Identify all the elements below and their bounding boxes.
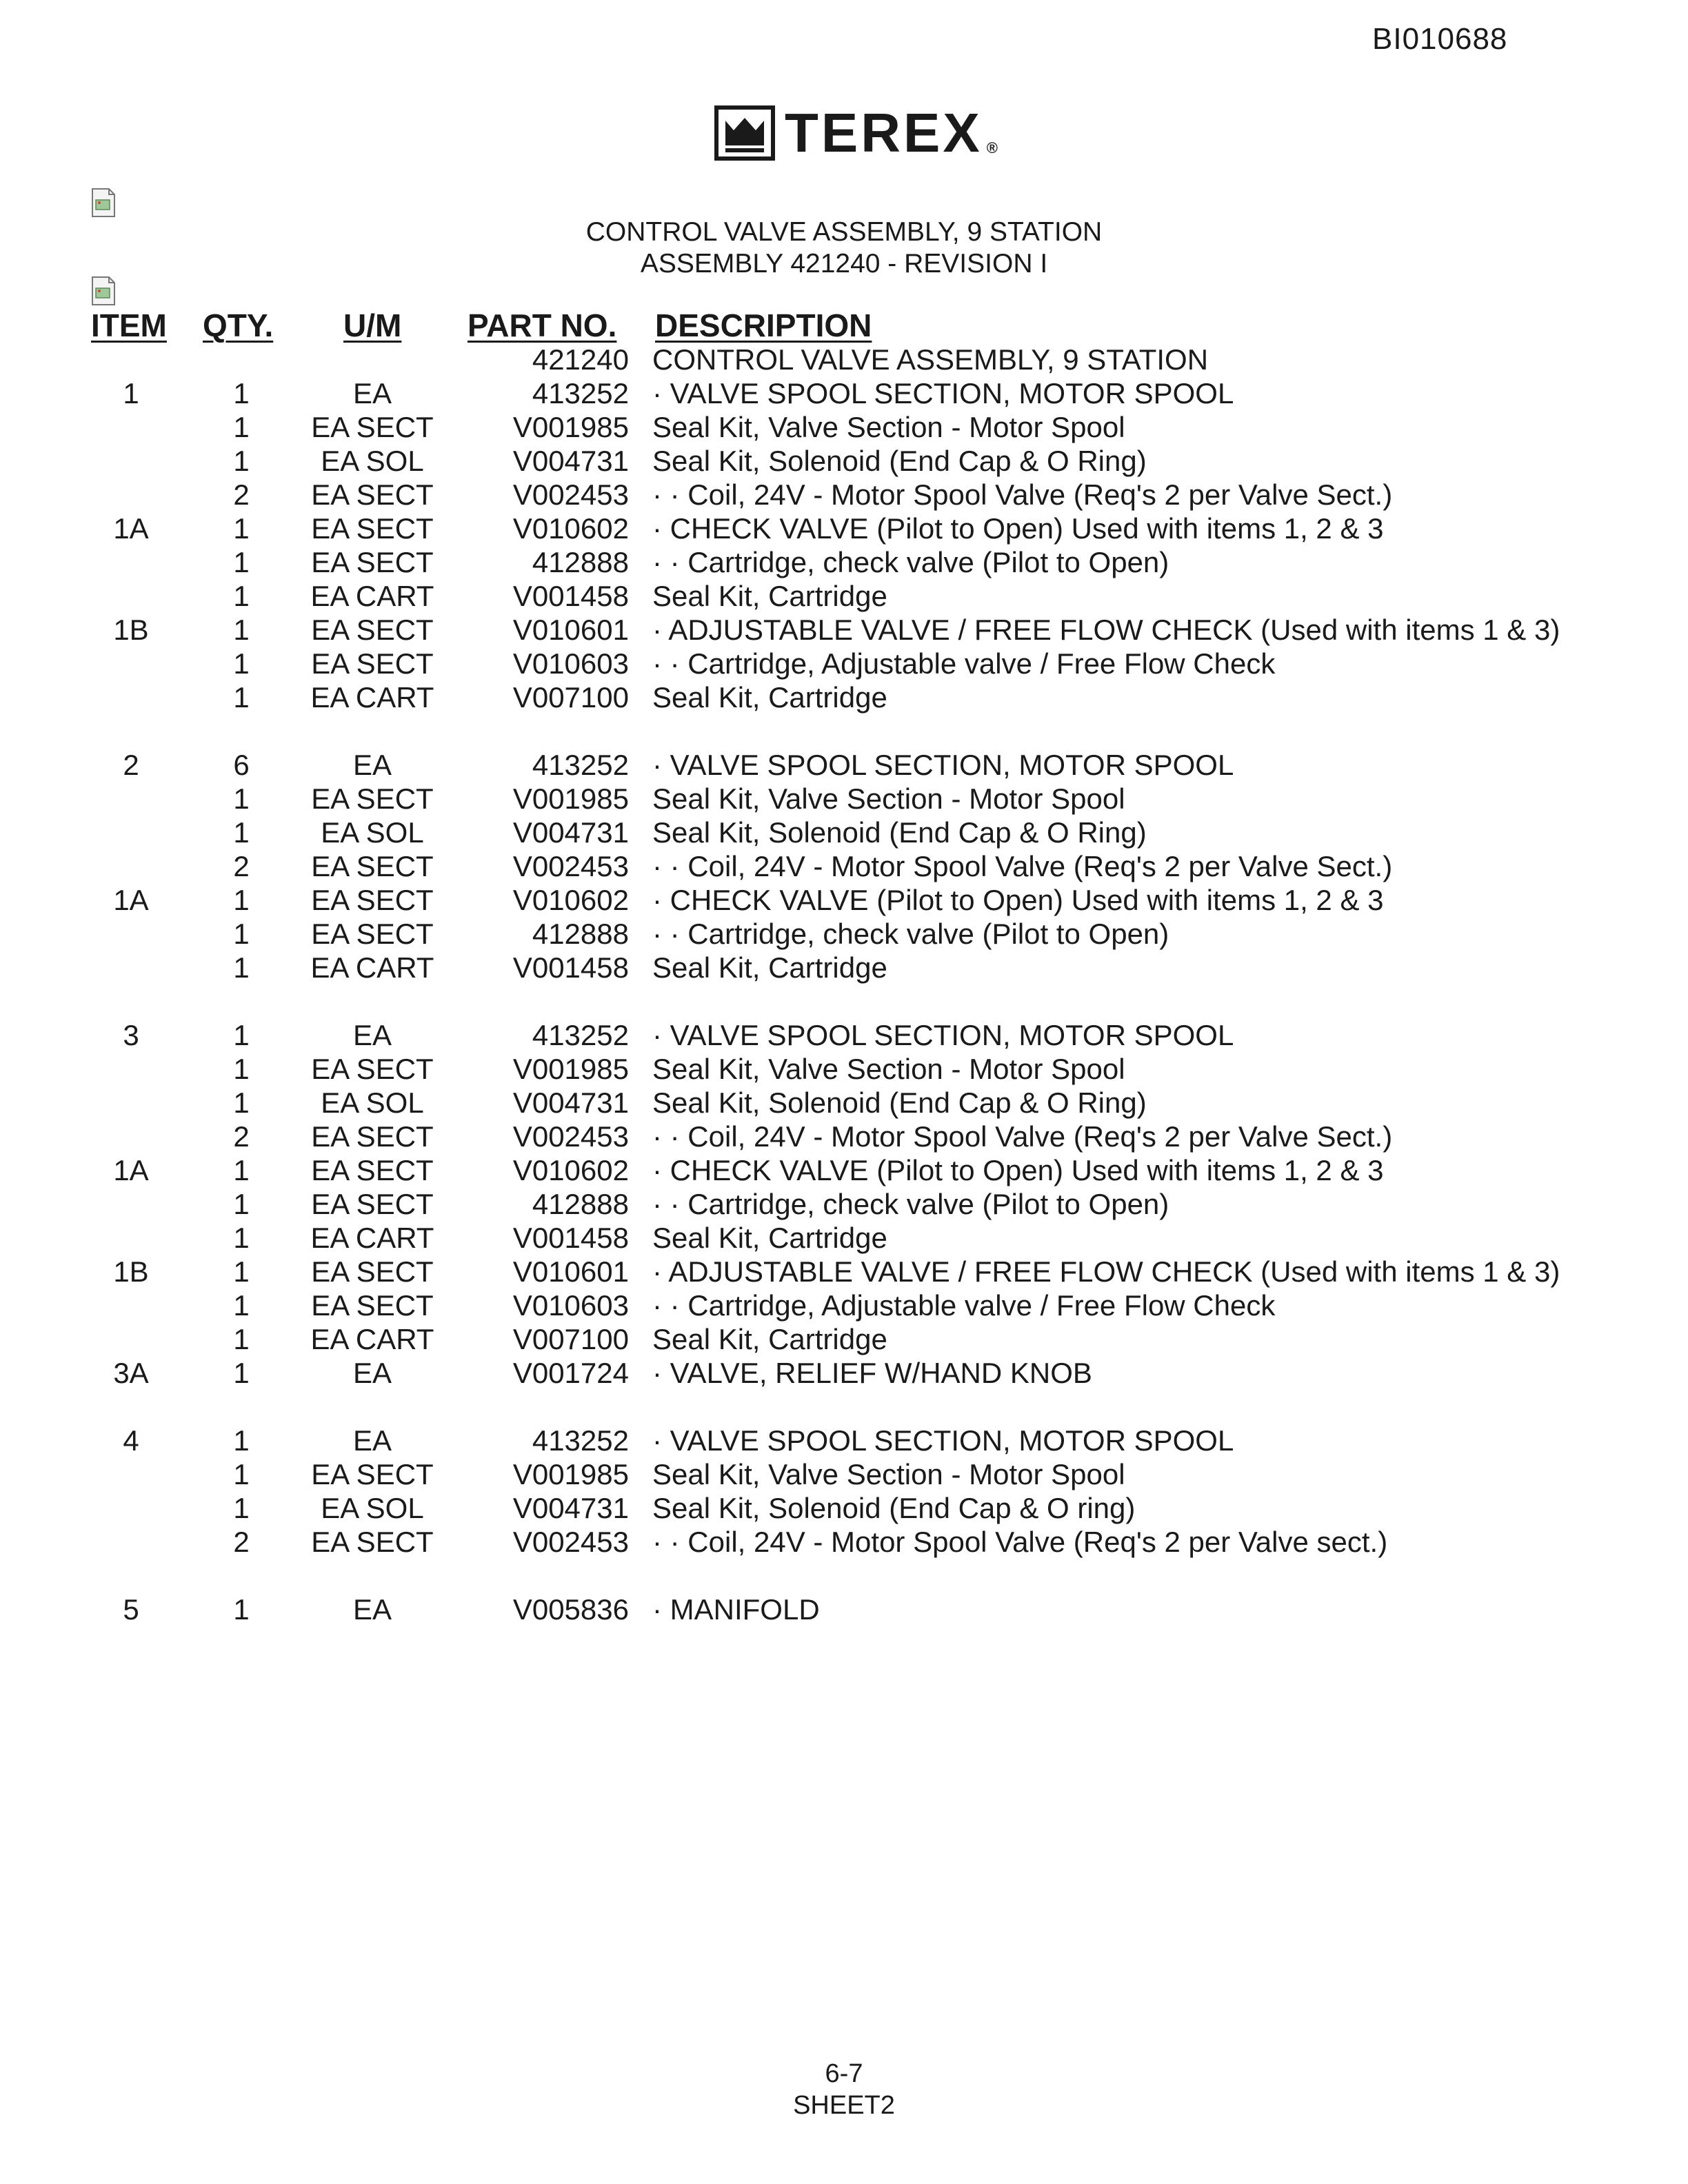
description-cell: · VALVE, RELIEF W/HAND KNOB (652, 1357, 1092, 1389)
qty-cell: 2 (233, 1526, 250, 1558)
table-row (0, 680, 1688, 714)
table-row (0, 1221, 1688, 1255)
um-cell: EA SECT (311, 782, 434, 815)
qty-cell: 1 (233, 1222, 250, 1254)
um-cell: EA (352, 1357, 392, 1389)
um-cell: EA SOL (321, 1492, 424, 1524)
part-no-cell: 412888 (532, 1188, 629, 1220)
um-cell: EA CART (310, 951, 434, 984)
description-cell: · VALVE SPOOL SECTION, MOTOR SPOOL (652, 1424, 1234, 1457)
table-row (0, 1356, 1688, 1390)
document-id: BI010688 (1372, 22, 1508, 56)
description-cell: Seal Kit, Cartridge (652, 681, 887, 714)
qty-cell: 1 (233, 411, 250, 443)
um-cell: EA (352, 1424, 392, 1457)
item-cell: 1A (113, 884, 149, 916)
um-cell: EA SECT (311, 614, 434, 646)
part-no-cell: V001985 (512, 1458, 629, 1490)
part-no-cell: V002453 (512, 1120, 629, 1153)
qty-cell: 2 (233, 478, 250, 511)
logo-text: TEREX (785, 102, 983, 163)
item-cell: 1B (113, 614, 149, 646)
header-item: ITEM (91, 307, 167, 343)
description-cell: · · Cartridge, check valve (Pilot to Open) (652, 546, 1169, 578)
um-cell: EA CART (310, 1222, 434, 1254)
um-cell: EA SOL (321, 445, 424, 477)
part-no-cell: V004731 (512, 1086, 629, 1119)
um-cell: EA SECT (311, 1255, 434, 1288)
qty-cell: 1 (233, 816, 250, 849)
part-no-cell: V007100 (512, 681, 629, 714)
um-cell: EA (352, 377, 392, 410)
item-cell: 3 (123, 1019, 139, 1051)
description-cell: · · Cartridge, check valve (Pilot to Open) (652, 1188, 1169, 1220)
qty-cell: 1 (233, 951, 250, 984)
qty-cell: 1 (233, 1357, 250, 1389)
qty-cell: 1 (233, 377, 250, 410)
header-description: DESCRIPTION (655, 307, 872, 343)
description-cell: · · Cartridge, Adjustable valve / Free Flow Check (652, 1289, 1276, 1322)
um-cell: EA SECT (311, 918, 434, 950)
part-no-cell: 413252 (532, 1424, 629, 1457)
description-cell: · · Cartridge, Adjustable valve / Free Flow Check (652, 647, 1276, 680)
table-row (0, 1052, 1688, 1086)
table-row (0, 1288, 1688, 1322)
part-no-cell: V001985 (512, 782, 629, 815)
item-cell: 2 (123, 749, 139, 781)
part-no-cell: V010603 (512, 647, 629, 680)
part-no-cell: V001724 (512, 1357, 629, 1389)
table-row (0, 1424, 1688, 1457)
description-cell: Seal Kit, Valve Section - Motor Spool (652, 411, 1125, 443)
qty-cell: 1 (233, 1424, 250, 1457)
part-no-cell: V010601 (512, 1255, 629, 1288)
description-cell: Seal Kit, Valve Section - Motor Spool (652, 1458, 1125, 1490)
page-number: 6-7 (825, 2059, 863, 2088)
qty-cell: 1 (233, 1289, 250, 1322)
description-cell: Seal Kit, Valve Section - Motor Spool (652, 1053, 1125, 1085)
description-cell: Seal Kit, Solenoid (End Cap & O ring) (652, 1492, 1136, 1524)
um-cell: EA SECT (311, 1289, 434, 1322)
table-row (0, 1187, 1688, 1221)
title-line-2: ASSEMBLY 421240 - REVISION I (640, 249, 1048, 279)
description-cell: Seal Kit, Cartridge (652, 580, 887, 612)
sheet-label: SHEET2 (793, 2091, 895, 2120)
table-row (0, 917, 1688, 951)
description-cell: · VALVE SPOOL SECTION, MOTOR SPOOL (652, 1019, 1234, 1051)
description-cell: · · Coil, 24V - Motor Spool Valve (Req's 2 per Valve Sect.) (652, 1120, 1393, 1153)
um-cell: EA SOL (321, 816, 424, 849)
qty-cell: 1 (233, 1053, 250, 1085)
table-row (0, 410, 1688, 444)
broken-image-icon (90, 276, 117, 306)
part-no-cell: 413252 (532, 749, 629, 781)
description-cell: Seal Kit, Solenoid (End Cap & O Ring) (652, 816, 1147, 849)
part-no-cell: V005836 (512, 1593, 629, 1626)
qty-cell: 1 (233, 445, 250, 477)
part-no-cell: V004731 (512, 816, 629, 849)
group-spacer (0, 714, 1688, 748)
description-cell: · · Coil, 24V - Motor Spool Valve (Req's 2 per Valve sect.) (652, 1526, 1388, 1558)
qty-cell: 1 (233, 1458, 250, 1490)
description-cell: Seal Kit, Solenoid (End Cap & O Ring) (652, 1086, 1147, 1119)
um-cell: EA SECT (311, 546, 434, 578)
qty-cell: 1 (233, 512, 250, 545)
item-cell: 1A (113, 1154, 149, 1186)
qty-cell: 1 (233, 1154, 250, 1186)
table-row (0, 376, 1688, 410)
header-part-no: PART NO. (468, 307, 617, 343)
description-cell: Seal Kit, Cartridge (652, 1222, 887, 1254)
um-cell: EA CART (310, 580, 434, 612)
table-row (0, 1086, 1688, 1120)
table-row (0, 849, 1688, 883)
qty-cell: 1 (233, 546, 250, 578)
qty-cell: 1 (233, 1323, 250, 1355)
table-row (0, 1457, 1688, 1491)
part-no-cell: V001458 (512, 1222, 629, 1254)
description-cell: · MANIFOLD (652, 1593, 820, 1626)
qty-cell: 1 (233, 614, 250, 646)
um-cell: EA SECT (311, 1458, 434, 1490)
part-no-cell: V007100 (512, 1323, 629, 1355)
part-no-cell: V010602 (512, 884, 629, 916)
table-row (0, 816, 1688, 849)
qty-cell: 1 (233, 647, 250, 680)
table-row (0, 951, 1688, 984)
header-um: U/M (343, 307, 402, 343)
registered-mark: ® (986, 139, 998, 156)
group-spacer (0, 984, 1688, 1018)
table-row (0, 782, 1688, 816)
um-cell: EA CART (310, 681, 434, 714)
um-cell: EA CART (310, 1323, 434, 1355)
table-row (0, 545, 1688, 579)
part-no-cell: V002453 (512, 1526, 629, 1558)
table-row (0, 444, 1688, 478)
qty-cell: 1 (233, 782, 250, 815)
item-cell: 1B (113, 1255, 149, 1288)
table-row (0, 647, 1688, 680)
terex-crown-logo-icon (714, 105, 775, 161)
item-cell: 5 (123, 1593, 139, 1626)
table-row (0, 1255, 1688, 1288)
table-row (0, 512, 1688, 545)
qty-cell: 1 (233, 918, 250, 950)
description-cell: · CHECK VALVE (Pilot to Open) Used with items 1, 2 & 3 (652, 512, 1384, 545)
um-cell: EA SECT (311, 478, 434, 511)
description-cell: CONTROL VALVE ASSEMBLY, 9 STATION (652, 343, 1209, 376)
part-no-cell: V001985 (512, 1053, 629, 1085)
document-title (0, 216, 1688, 280)
qty-cell: 1 (233, 1086, 250, 1119)
um-cell: EA SECT (311, 411, 434, 443)
table-row (0, 343, 1688, 376)
um-cell: EA SECT (311, 850, 434, 882)
item-cell: 4 (123, 1424, 139, 1457)
um-cell: EA SECT (311, 1154, 434, 1186)
title-line-1: CONTROL VALVE ASSEMBLY, 9 STATION (585, 217, 1103, 247)
description-cell: · · Cartridge, check valve (Pilot to Open) (652, 918, 1169, 950)
table-row (0, 883, 1688, 917)
table-row (0, 1593, 1688, 1626)
part-no-cell: V010601 (512, 614, 629, 646)
qty-cell: 1 (233, 1019, 250, 1051)
qty-cell: 1 (233, 1492, 250, 1524)
description-cell: · CHECK VALVE (Pilot to Open) Used with items 1, 2 & 3 (652, 1154, 1384, 1186)
table-row (0, 1491, 1688, 1525)
table-row (0, 748, 1688, 782)
table-row (0, 1322, 1688, 1356)
part-no-cell: V004731 (512, 445, 629, 477)
description-cell: Seal Kit, Solenoid (End Cap & O Ring) (652, 445, 1147, 477)
broken-image-icon (90, 188, 117, 218)
group-spacer (0, 1559, 1688, 1593)
qty-cell: 1 (233, 681, 250, 714)
table-row (0, 1018, 1688, 1052)
part-no-cell: 412888 (532, 918, 629, 950)
um-cell: EA (352, 749, 392, 781)
table-row (0, 1153, 1688, 1187)
um-cell: EA SECT (311, 884, 434, 916)
header-qty: QTY. (203, 307, 274, 343)
description-cell: · ADJUSTABLE VALVE / FREE FLOW CHECK (Used with items 1 & 3) (652, 1255, 1560, 1288)
part-no-cell: 413252 (532, 377, 629, 410)
um-cell: EA SECT (311, 1188, 434, 1220)
part-no-cell: V002453 (512, 850, 629, 882)
table-row (0, 1525, 1688, 1559)
group-spacer (0, 1390, 1688, 1424)
item-cell: 3A (113, 1357, 149, 1389)
item-cell: 1 (123, 377, 139, 410)
part-no-cell: V001458 (512, 580, 629, 612)
part-no-cell: V002453 (512, 478, 629, 511)
qty-cell: 2 (233, 850, 250, 882)
um-cell: EA SECT (311, 647, 434, 680)
description-cell: Seal Kit, Cartridge (652, 1323, 887, 1355)
um-cell: EA (352, 1019, 392, 1051)
table-row (0, 613, 1688, 647)
item-cell: 1A (113, 512, 149, 545)
part-no-cell: V001985 (512, 411, 629, 443)
terex-logo (714, 102, 998, 164)
description-cell: · · Coil, 24V - Motor Spool Valve (Req's 2 per Valve Sect.) (652, 850, 1393, 882)
parts-table (0, 343, 1688, 1626)
um-cell: EA SECT (311, 1120, 434, 1153)
um-cell: EA SOL (321, 1086, 424, 1119)
qty-cell: 1 (233, 1593, 250, 1626)
column-headers (0, 307, 1688, 347)
qty-cell: 1 (233, 884, 250, 916)
table-row (0, 579, 1688, 613)
qty-cell: 6 (233, 749, 250, 781)
description-cell: · VALVE SPOOL SECTION, MOTOR SPOOL (652, 749, 1234, 781)
qty-cell: 1 (233, 1255, 250, 1288)
um-cell: EA SECT (311, 1526, 434, 1558)
part-no-cell: V004731 (512, 1492, 629, 1524)
part-no-cell: V001458 (512, 951, 629, 984)
part-no-cell: V010602 (512, 1154, 629, 1186)
um-cell: EA SECT (311, 1053, 434, 1085)
page-footer (0, 2058, 1688, 2121)
um-cell: EA SECT (311, 512, 434, 545)
part-no-cell: V010602 (512, 512, 629, 545)
qty-cell: 2 (233, 1120, 250, 1153)
description-cell: · CHECK VALVE (Pilot to Open) Used with items 1, 2 & 3 (652, 884, 1384, 916)
qty-cell: 1 (233, 580, 250, 612)
description-cell: · VALVE SPOOL SECTION, MOTOR SPOOL (652, 377, 1234, 410)
part-no-cell: 412888 (532, 546, 629, 578)
qty-cell: 1 (233, 1188, 250, 1220)
description-cell: · · Coil, 24V - Motor Spool Valve (Req's 2 per Valve Sect.) (652, 478, 1393, 511)
part-no-cell: V010603 (512, 1289, 629, 1322)
description-cell: · ADJUSTABLE VALVE / FREE FLOW CHECK (Used with items 1 & 3) (652, 614, 1560, 646)
description-cell: Seal Kit, Cartridge (652, 951, 887, 984)
um-cell: EA (352, 1593, 392, 1626)
description-cell: Seal Kit, Valve Section - Motor Spool (652, 782, 1125, 815)
table-row (0, 1120, 1688, 1153)
part-no-cell: 421240 (532, 343, 629, 376)
part-no-cell: 413252 (532, 1019, 629, 1051)
table-row (0, 478, 1688, 512)
